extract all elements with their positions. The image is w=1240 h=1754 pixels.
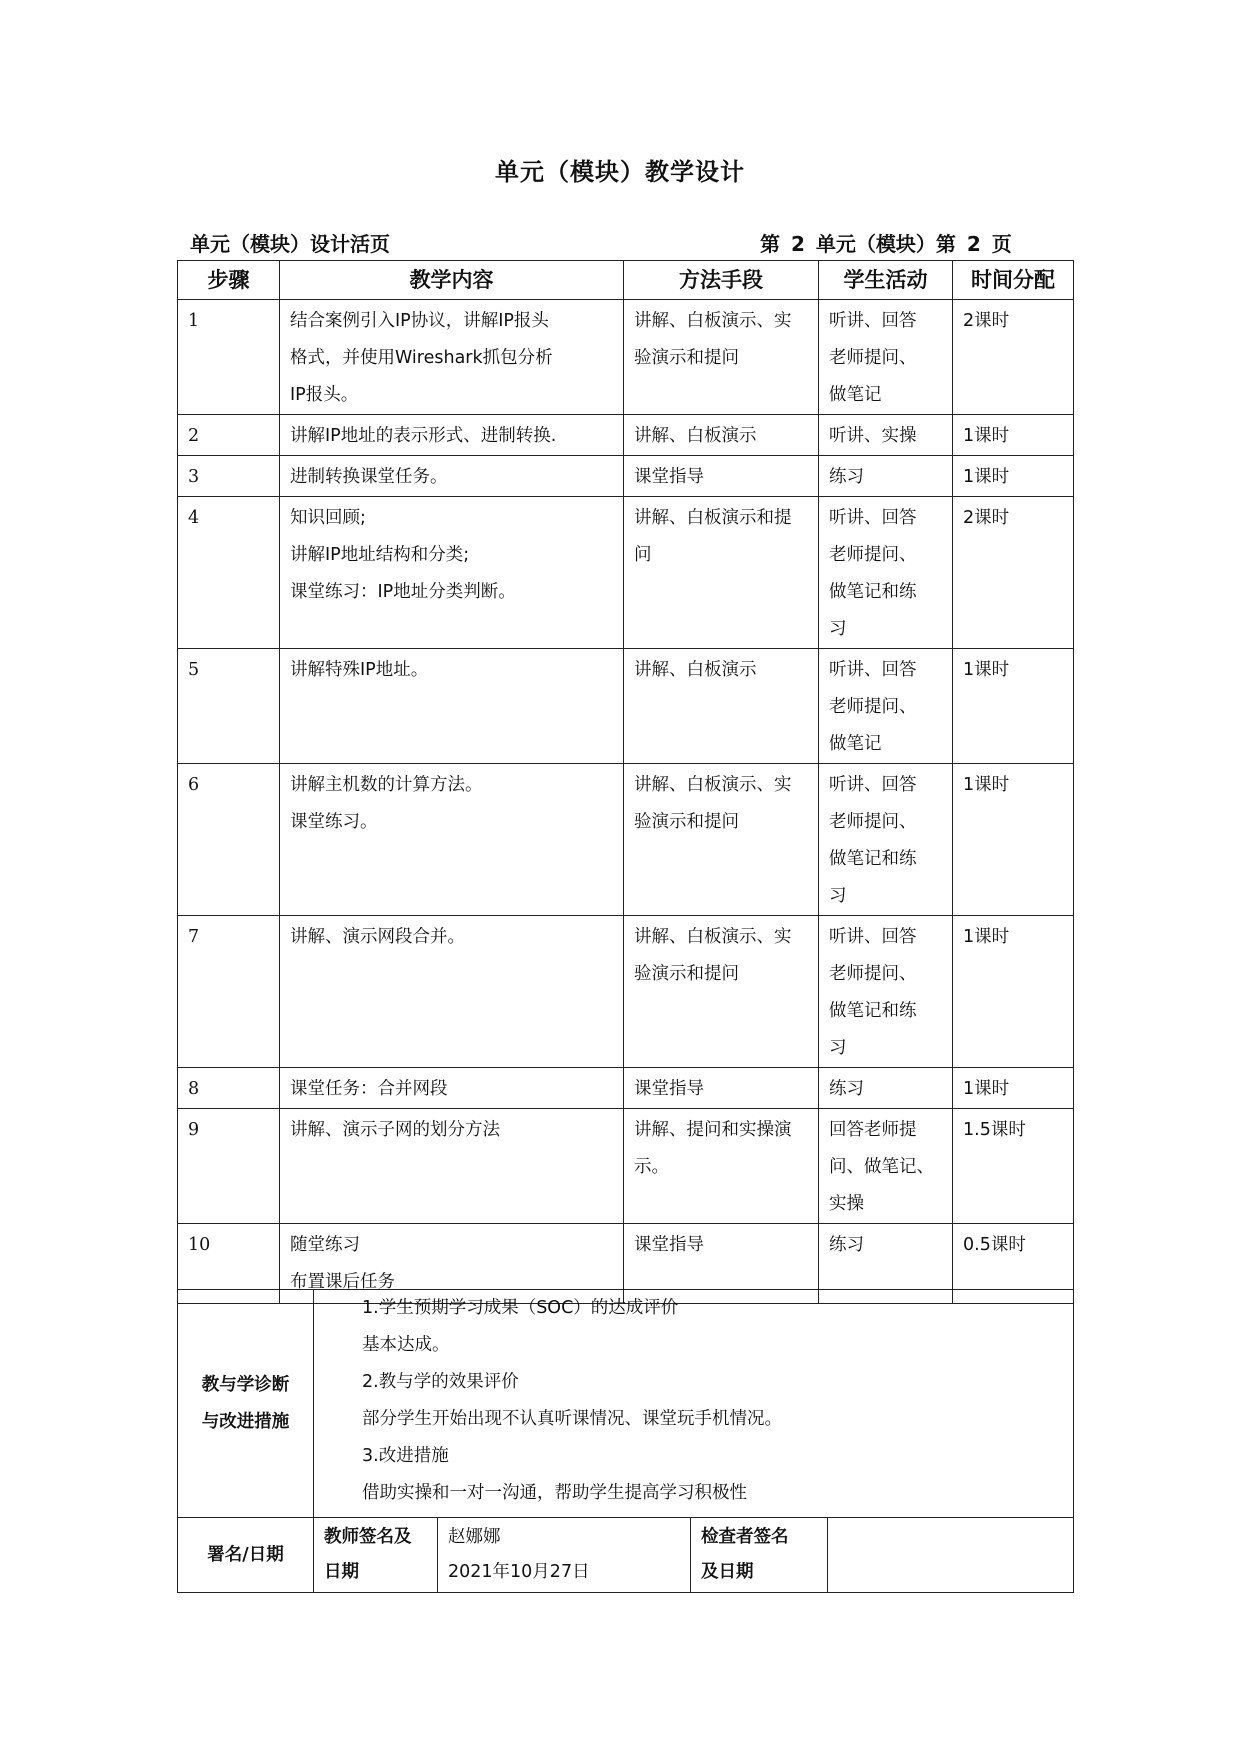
content-cell-line: 课堂练习。 [290, 812, 378, 832]
method-cell-line: 讲解、提问和实操演 [634, 1120, 792, 1140]
activity-cell-line: 做笔记 [829, 734, 882, 754]
method-cell-line: 验演示和提问 [634, 964, 739, 984]
method-cell [624, 497, 819, 649]
step-cell: 4 [178, 497, 280, 649]
activity-cell-line: 习 [829, 1038, 847, 1058]
table-row [178, 300, 1074, 415]
activity-cell-line: 老师提问、 [829, 348, 917, 368]
column-header-content: 教学内容 [280, 261, 624, 300]
activity-cell-line: 听讲、回答 [829, 775, 917, 795]
time-cell: 2课时 [953, 300, 1074, 415]
time-cell: 1课时 [953, 415, 1074, 456]
content-cell-line: 进制转换课堂任务。 [290, 467, 448, 487]
diagnosis-label-line2: 与改进措施 [201, 1411, 290, 1432]
content-cell [280, 1068, 624, 1109]
activity-cell-line: 听讲、回答 [829, 660, 917, 680]
activity-cell-line: 回答老师提 [829, 1120, 917, 1140]
activity-cell-line: 实操 [829, 1194, 864, 1214]
content-cell [280, 497, 624, 649]
time-cell: 1课时 [953, 764, 1074, 916]
diagnosis-line: 2.教与学的效果评价 [362, 1372, 519, 1392]
method-cell [624, 300, 819, 415]
subheader-left: 单元（模块）设计活页 [190, 232, 390, 256]
activity-cell [819, 300, 953, 415]
activity-cell-line: 做笔记和练 [829, 582, 917, 602]
method-cell [624, 649, 819, 764]
method-cell [624, 415, 819, 456]
time-cell: 1课时 [953, 649, 1074, 764]
time-cell: 1课时 [953, 1068, 1074, 1109]
method-cell-line: 验演示和提问 [634, 812, 739, 832]
activity-cell-line: 习 [829, 886, 847, 906]
activity-cell-line: 做笔记 [829, 385, 882, 405]
teacher-signature-label [314, 1518, 438, 1593]
method-cell-line: 讲解、白板演示 [634, 660, 757, 680]
activity-cell-line: 老师提问、 [829, 697, 917, 717]
activity-cell-line: 听讲、实操 [829, 426, 917, 446]
activity-cell [819, 764, 953, 916]
time-cell: 2课时 [953, 497, 1074, 649]
step-cell: 9 [178, 1109, 280, 1224]
teacher-signature-label-line2: 日期 [324, 1562, 359, 1582]
content-cell-line: 课堂任务：合并网段 [290, 1079, 448, 1099]
document-title: 单元（模块）教学设计 [495, 158, 745, 186]
activity-cell-line: 习 [829, 619, 847, 639]
column-header-method: 方法手段 [624, 261, 819, 300]
content-cell-line: 讲解、演示子网的划分方法 [290, 1120, 500, 1140]
activity-cell-line: 问、做笔记、 [829, 1157, 934, 1177]
table-row [178, 1068, 1074, 1109]
column-header-step: 步骤 [178, 261, 280, 300]
diagnosis-line: 基本达成。 [362, 1335, 450, 1355]
method-cell-line: 讲解、白板演示、实 [634, 927, 792, 947]
method-cell [624, 916, 819, 1068]
content-cell [280, 764, 624, 916]
content-cell-line: 课堂练习：IP地址分类判断。 [290, 582, 516, 602]
method-cell [624, 456, 819, 497]
content-cell-line: 结合案例引入IP协议，讲解IP报头 [290, 311, 549, 331]
method-cell [624, 764, 819, 916]
activity-cell-line: 听讲、回答 [829, 927, 917, 947]
step-cell: 7 [178, 916, 280, 1068]
table-row [178, 456, 1074, 497]
diagnosis-line: 1.学生预期学习成果（SOC）的达成评价 [362, 1298, 679, 1318]
method-cell-line: 讲解、白板演示和提 [634, 508, 792, 528]
time-cell: 0.5课时 [953, 1224, 1074, 1304]
content-cell-line: 格式，并使用Wireshark抓包分析 [290, 348, 553, 368]
activity-cell-line: 听讲、回答 [829, 311, 917, 331]
method-cell-line: 验演示和提问 [634, 348, 739, 368]
table-row [178, 649, 1074, 764]
method-cell [624, 1109, 819, 1224]
activity-cell [819, 497, 953, 649]
checker-signature-label-line2: 及日期 [701, 1562, 754, 1582]
step-cell: 5 [178, 649, 280, 764]
table-row [178, 415, 1074, 456]
activity-cell-line: 练习 [829, 1235, 864, 1255]
unit-number: 2 [790, 232, 805, 256]
table-row [178, 764, 1074, 916]
table-row [178, 1109, 1074, 1224]
signature-date: 2021年10月27日 [448, 1562, 590, 1582]
content-cell-line: 随堂练习 [290, 1235, 360, 1255]
activity-cell-line: 听讲、回答 [829, 508, 917, 528]
teacher-name: 赵娜娜 [448, 1527, 501, 1547]
content-cell-line: 讲解IP地址的表示形式、进制转换. [290, 426, 557, 446]
content-cell [280, 649, 624, 764]
page-number: 2 [966, 232, 981, 256]
method-cell-line: 课堂指导 [634, 467, 704, 487]
content-cell-line: 讲解主机数的计算方法。 [290, 775, 483, 795]
signature-label: 署名/日期 [178, 1518, 314, 1593]
step-cell: 8 [178, 1068, 280, 1109]
column-header-activity: 学生活动 [819, 261, 953, 300]
subheader-mid: 单元（模块）第 [815, 232, 956, 256]
activity-cell [819, 415, 953, 456]
activity-cell [819, 649, 953, 764]
activity-cell [819, 1068, 953, 1109]
time-cell: 1课时 [953, 456, 1074, 497]
table-header-row [178, 261, 1074, 300]
diagnosis-label-line1: 教与学诊断 [201, 1374, 290, 1395]
step-cell: 2 [178, 415, 280, 456]
content-cell [280, 1109, 624, 1224]
diagnosis-table [177, 1289, 1074, 1518]
content-cell-line: 讲解、演示网段合并。 [290, 927, 465, 947]
activity-cell-line: 练习 [829, 1079, 864, 1099]
column-header-time: 时间分配 [953, 261, 1074, 300]
content-cell-line: 讲解特殊IP地址。 [290, 660, 429, 680]
checker-signature-value [828, 1518, 1074, 1593]
method-cell-line: 课堂指导 [634, 1235, 704, 1255]
content-cell-line: 布置课后任务 [290, 1272, 395, 1292]
diagnosis-line: 借助实操和一对一沟通，帮助学生提高学习积极性 [362, 1483, 747, 1503]
step-cell: 6 [178, 764, 280, 916]
method-cell-line: 讲解、白板演示、实 [634, 775, 792, 795]
subheader-prefix: 第 [760, 232, 780, 256]
method-cell-line: 课堂指导 [634, 1079, 704, 1099]
content-cell [280, 456, 624, 497]
method-cell-line: 讲解、白板演示、实 [634, 311, 792, 331]
content-cell [280, 300, 624, 415]
step-cell: 3 [178, 456, 280, 497]
activity-cell-line: 老师提问、 [829, 812, 917, 832]
table-row [178, 916, 1074, 1068]
content-cell [280, 415, 624, 456]
table-row [178, 497, 1074, 649]
subheader-suffix: 页 [991, 232, 1012, 256]
activity-cell [819, 1109, 953, 1224]
teaching-steps-table [177, 260, 1074, 1304]
activity-cell-line: 练习 [829, 467, 864, 487]
content-cell-line: 知识回顾; [290, 508, 366, 528]
activity-cell [819, 456, 953, 497]
diagnosis-content [314, 1290, 1074, 1518]
method-cell [624, 1068, 819, 1109]
content-cell-line: IP报头。 [290, 385, 359, 405]
time-cell: 1课时 [953, 916, 1074, 1068]
method-cell-line: 问 [634, 545, 652, 565]
content-cell [280, 916, 624, 1068]
time-cell: 1.5课时 [953, 1109, 1074, 1224]
diagnosis-label [178, 1290, 314, 1518]
step-cell: 1 [178, 300, 280, 415]
subheader-right [760, 228, 1012, 256]
activity-cell-line: 老师提问、 [829, 964, 917, 984]
method-cell-line: 示。 [634, 1157, 669, 1177]
step-cell: 10 [178, 1224, 280, 1304]
teacher-signature-value [438, 1518, 691, 1593]
teacher-signature-label-line1: 教师签名及 [324, 1527, 412, 1547]
activity-cell [819, 916, 953, 1068]
diagnosis-line: 3.改进措施 [362, 1446, 449, 1466]
content-cell-line: 讲解IP地址结构和分类; [290, 545, 470, 565]
activity-cell-line: 老师提问、 [829, 545, 917, 565]
diagnosis-line: 部分学生开始出现不认真听课情况、课堂玩手机情况。 [362, 1409, 782, 1429]
checker-signature-label [691, 1518, 828, 1593]
method-cell-line: 讲解、白板演示 [634, 426, 757, 446]
activity-cell-line: 做笔记和练 [829, 849, 917, 869]
checker-signature-label-line1: 检查者签名 [701, 1527, 789, 1547]
signature-table [177, 1517, 1074, 1593]
activity-cell-line: 做笔记和练 [829, 1001, 917, 1021]
